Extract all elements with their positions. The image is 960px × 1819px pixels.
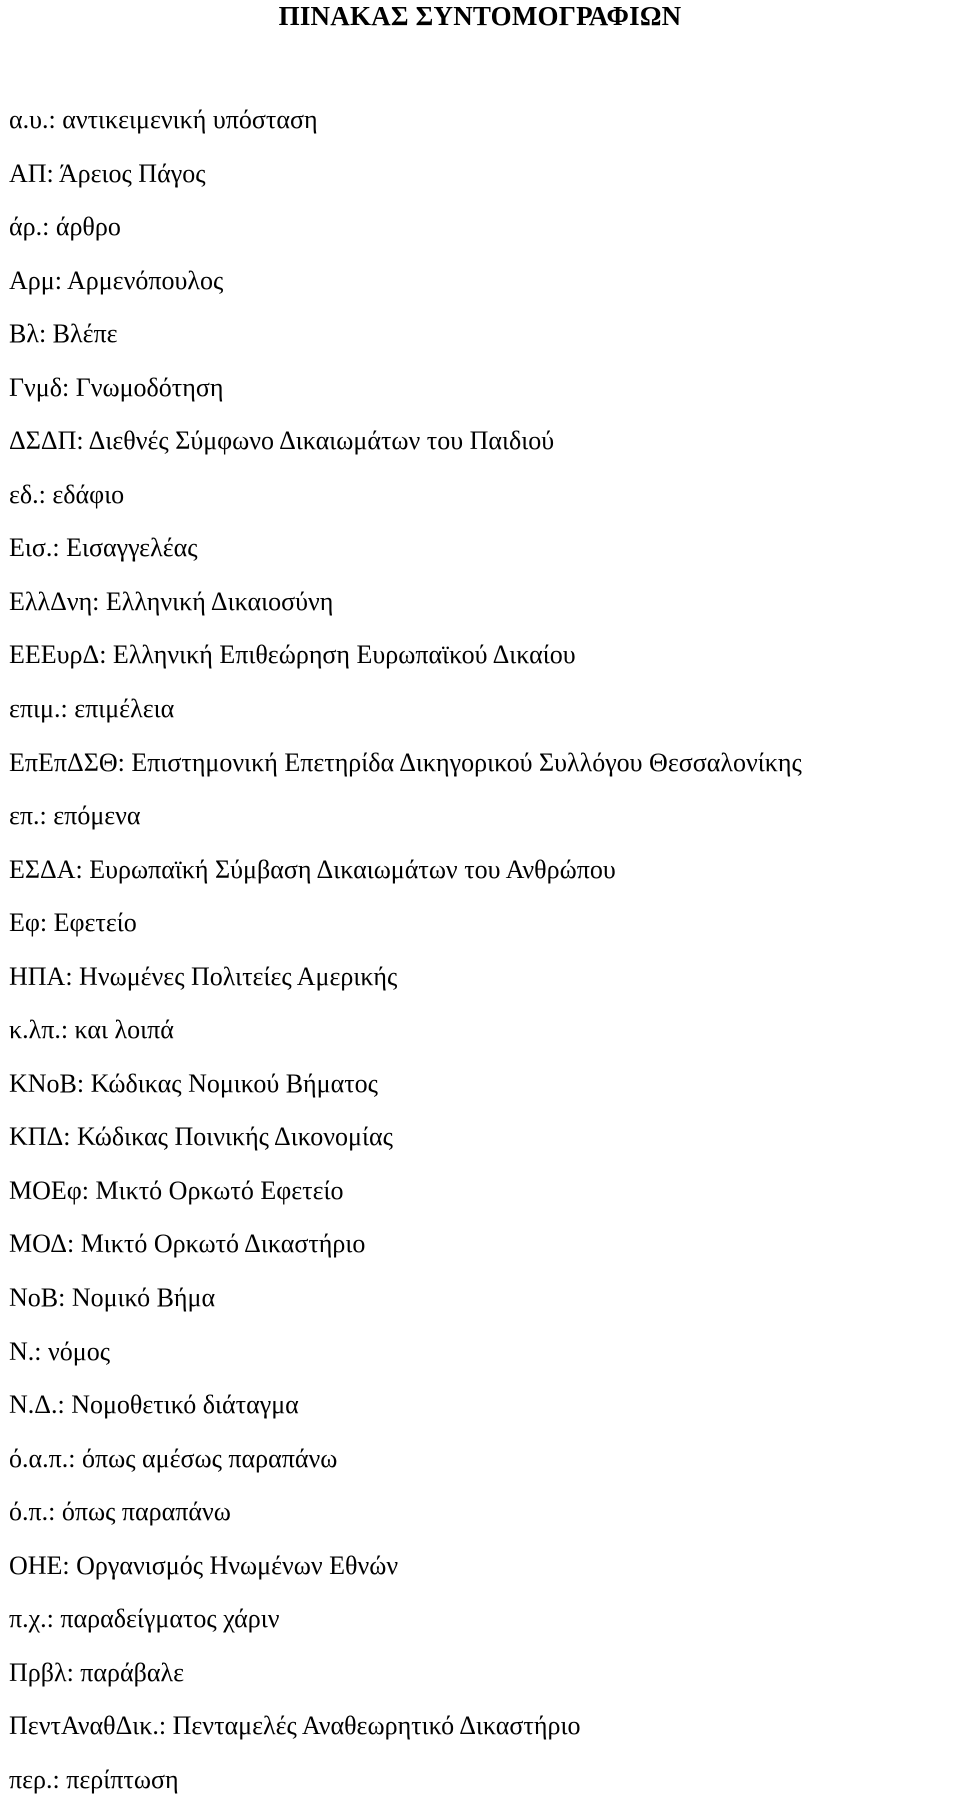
abbreviation-entry: επ.: επόμενα [9,801,141,831]
abbreviation-entry: ΚΠΔ: Κώδικας Ποινικής Δικονομίας [9,1122,393,1152]
abbreviation-entry: ΜΟΕφ: Μικτό Ορκωτό Εφετείο [9,1175,344,1205]
abbreviation-entry: ΕΕΕυρΔ: Ελληνική Επιθεώρηση Ευρωπαϊκού Δικαίου [9,640,576,670]
abbreviation-entry: Γνμδ: Γνωμοδότηση [9,372,224,402]
abbreviation-entry: ΚΝοΒ: Κώδικας Νομικού Βήματος [9,1068,378,1098]
abbreviation-entry: εδ.: εδάφιο [9,479,125,509]
abbreviation-entry: ό.α.π.: όπως αμέσως παραπάνω [9,1443,338,1473]
abbreviation-entry: Ν.: νόμος [9,1336,110,1366]
abbreviation-entry: Βλ: Βλέπε [9,319,118,349]
abbreviation-entry: επιμ.: επιμέλεια [9,694,175,724]
abbreviation-entry: ΠεντΑναθΔικ.: Πενταμελές Αναθεωρητικό Δικαστήριο [9,1711,581,1741]
abbreviation-entry: Ν.Δ.: Νομοθετικό διάταγμα [9,1390,299,1420]
abbreviation-entry: ΝοΒ: Νομικό Βήμα [9,1283,216,1313]
abbreviation-entry: ΟΗΕ: Οργανισμός Ηνωμένων Εθνών [9,1550,399,1580]
abbreviation-entry: ΗΠΑ: Ηνωμένες Πολιτείες Αμερικής [9,961,398,991]
abbreviation-entry: κ.λπ.: και λοιπά [9,1015,174,1045]
abbreviation-entry: ΔΣΔΠ: Διεθνές Σύμφωνο Δικαιωμάτων του Παιδιού [9,426,555,456]
abbreviation-entry: ΕΣΔΑ: Ευρωπαϊκή Σύμβαση Δικαιωμάτων του Ανθρώπου [9,854,616,884]
page-title: ΠΙΝΑΚΑΣ ΣΥΝΤΟΜΟΓΡΑΦΙΩΝ [278,1,682,31]
abbreviation-entry: Πρβλ: παράβαλε [9,1657,185,1687]
abbreviation-entry: ΜΟΔ: Μικτό Ορκωτό Δικαστήριο [9,1229,366,1259]
abbreviation-entry: περ.: περίπτωση [9,1764,179,1794]
abbreviation-list [9,105,802,1819]
abbreviation-entry: ΕλλΔνη: Ελληνική Δικαιοσύνη [9,586,334,616]
abbreviation-entry: άρ.: άρθρο [9,212,121,242]
abbreviation-entry: ΑΠ: Άρειος Πάγος [9,158,206,188]
abbreviation-entry: Εφ: Εφετείο [9,908,137,938]
abbreviation-entry: Αρμ: Αρμενόπουλος [9,265,224,295]
abbreviation-entry: α.υ.: αντικειμενική υπόσταση [9,105,318,134]
abbreviation-entry: ό.π.: όπως παραπάνω [9,1497,231,1527]
abbreviation-entry: ΕπΕπΔΣΘ: Επιστημονική Επετηρίδα Δικηγορικού Συλλόγου Θεσσαλονίκης [9,747,802,777]
abbreviation-entry: Εισ.: Εισαγγελέας [9,533,198,563]
abbreviation-entry: π.χ.: παραδείγματος χάριν [9,1604,280,1634]
